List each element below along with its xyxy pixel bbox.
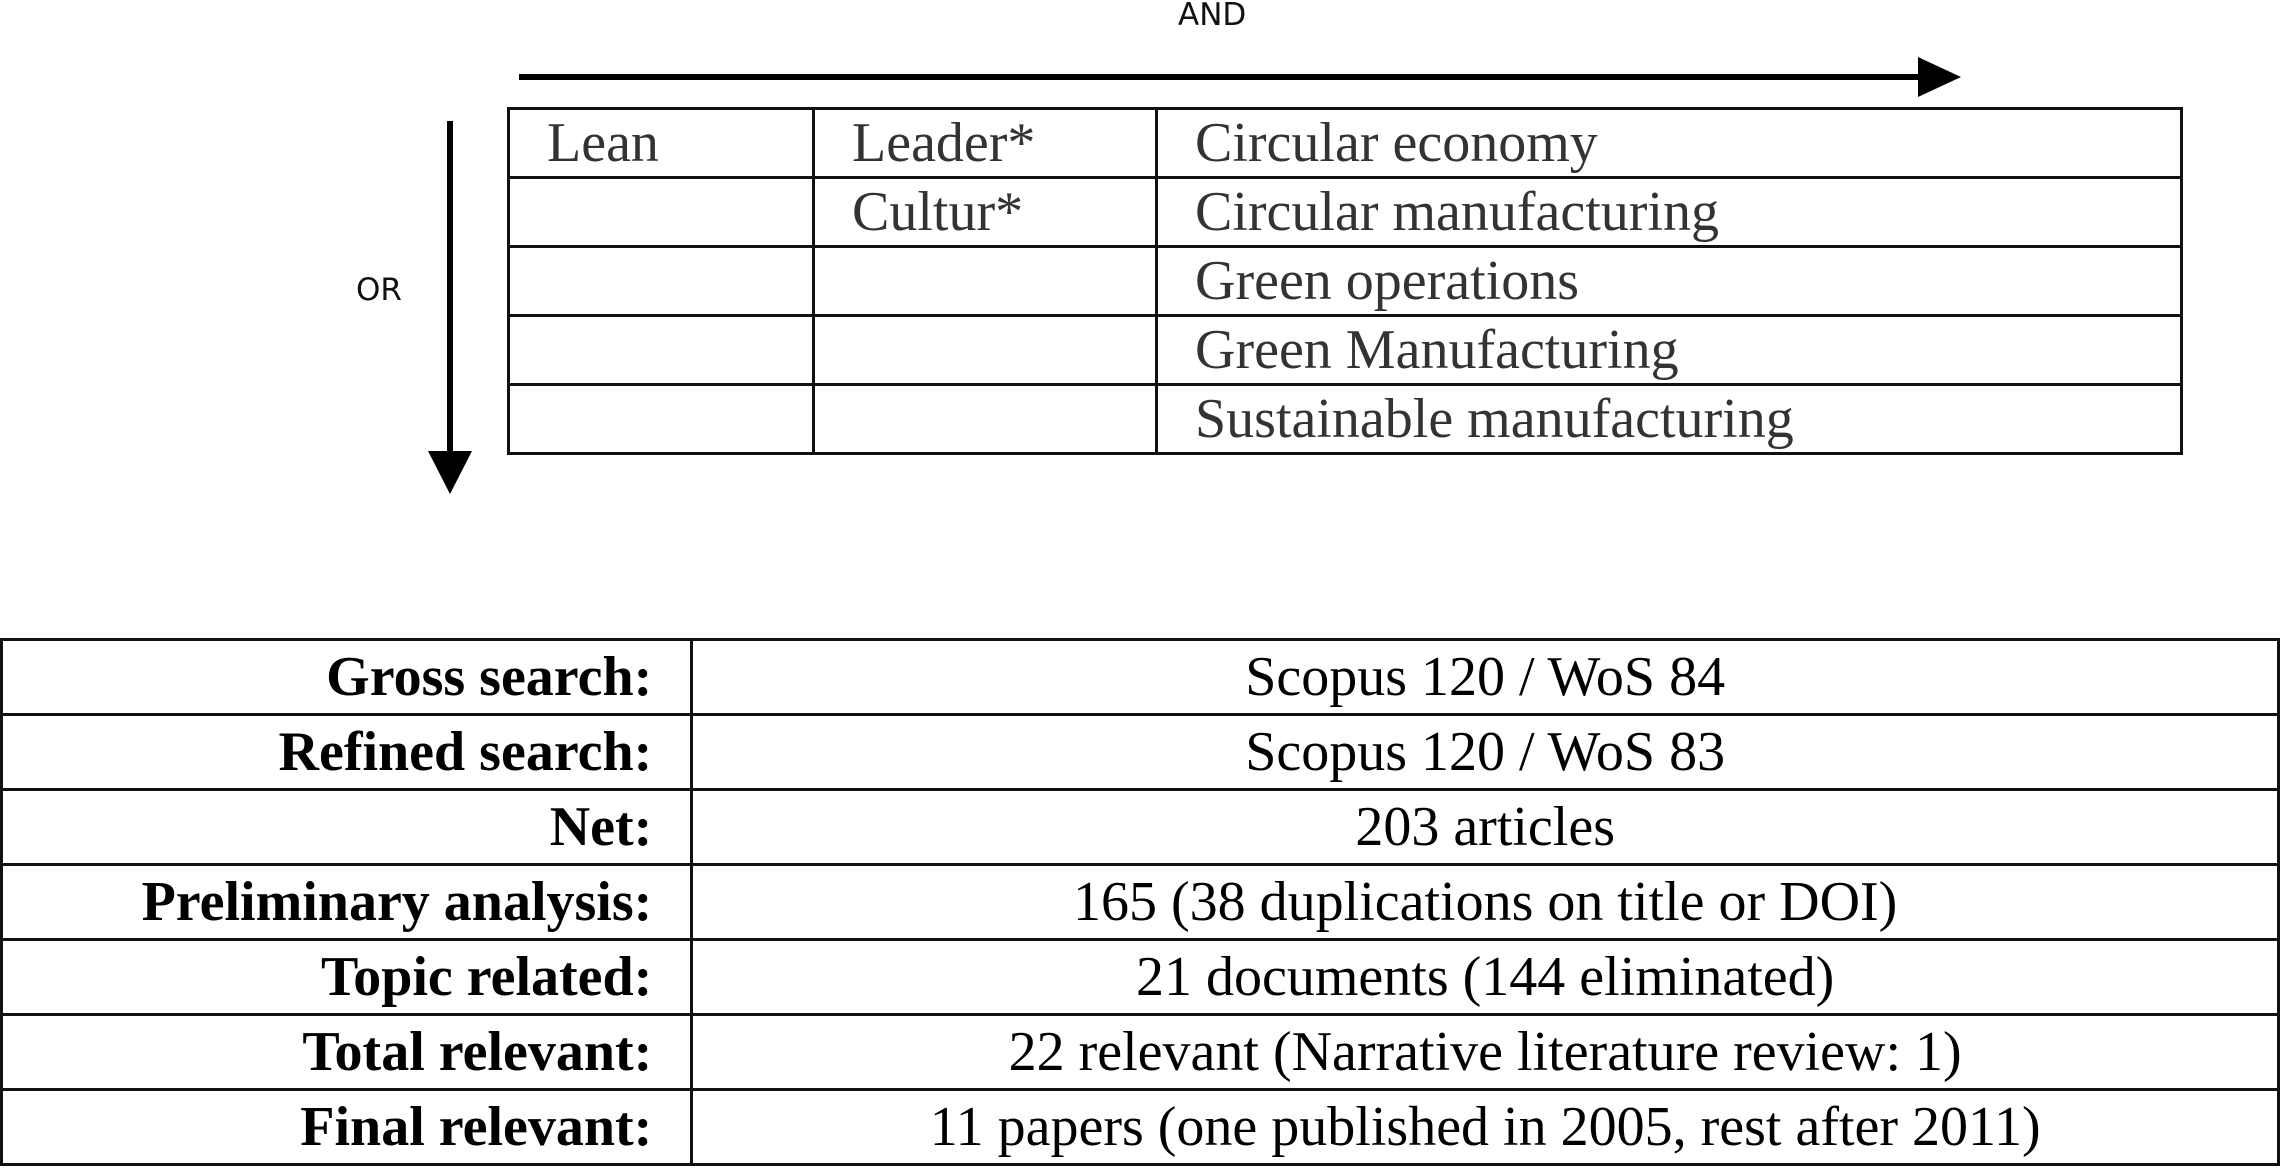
results-value: 21 documents (144 eliminated) [692,940,2279,1015]
results-label: Preliminary analysis: [2,865,692,940]
results-value: 203 articles [692,790,2279,865]
results-label: Net: [2,790,692,865]
results-value: 11 papers (one published in 2005, rest after 2011) [692,1090,2279,1165]
terms-row [509,247,2182,316]
results-label: Final relevant: [2,1090,692,1165]
search-terms-grid [507,107,2183,455]
results-label: Gross search: [2,640,692,715]
terms-cell [509,247,814,316]
terms-cell [509,385,814,454]
results-row [2,790,2279,865]
terms-cell [814,247,1157,316]
terms-cell: Cultur* [814,178,1157,247]
results-row [2,715,2279,790]
terms-row [509,178,2182,247]
and-operator-label: AND [1178,0,1247,33]
results-row [2,940,2279,1015]
terms-cell [814,316,1157,385]
or-operator-label: OR [356,272,402,308]
results-value: Scopus 120 / WoS 84 [692,640,2279,715]
results-label: Refined search: [2,715,692,790]
results-value: 165 (38 duplications on title or DOI) [692,865,2279,940]
terms-cell [509,178,814,247]
results-row [2,865,2279,940]
terms-row [509,316,2182,385]
search-results-table [0,638,2280,1166]
terms-cell: Leader* [814,109,1157,178]
terms-cell: Circular economy [1157,109,2182,178]
results-row [2,640,2279,715]
terms-row [509,109,2182,178]
terms-cell [814,385,1157,454]
terms-cell [509,316,814,385]
terms-cell: Circular manufacturing [1157,178,2182,247]
results-label: Topic related: [2,940,692,1015]
terms-cell: Green operations [1157,247,2182,316]
results-row [2,1090,2279,1165]
terms-cell: Green Manufacturing [1157,316,2182,385]
terms-cell: Sustainable manufacturing [1157,385,2182,454]
results-value: Scopus 120 / WoS 83 [692,715,2279,790]
terms-cell: Lean [509,109,814,178]
results-row [2,1015,2279,1090]
results-value: 22 relevant (Narrative literature review: 1) [692,1015,2279,1090]
terms-row [509,385,2182,454]
results-label: Total relevant: [2,1015,692,1090]
